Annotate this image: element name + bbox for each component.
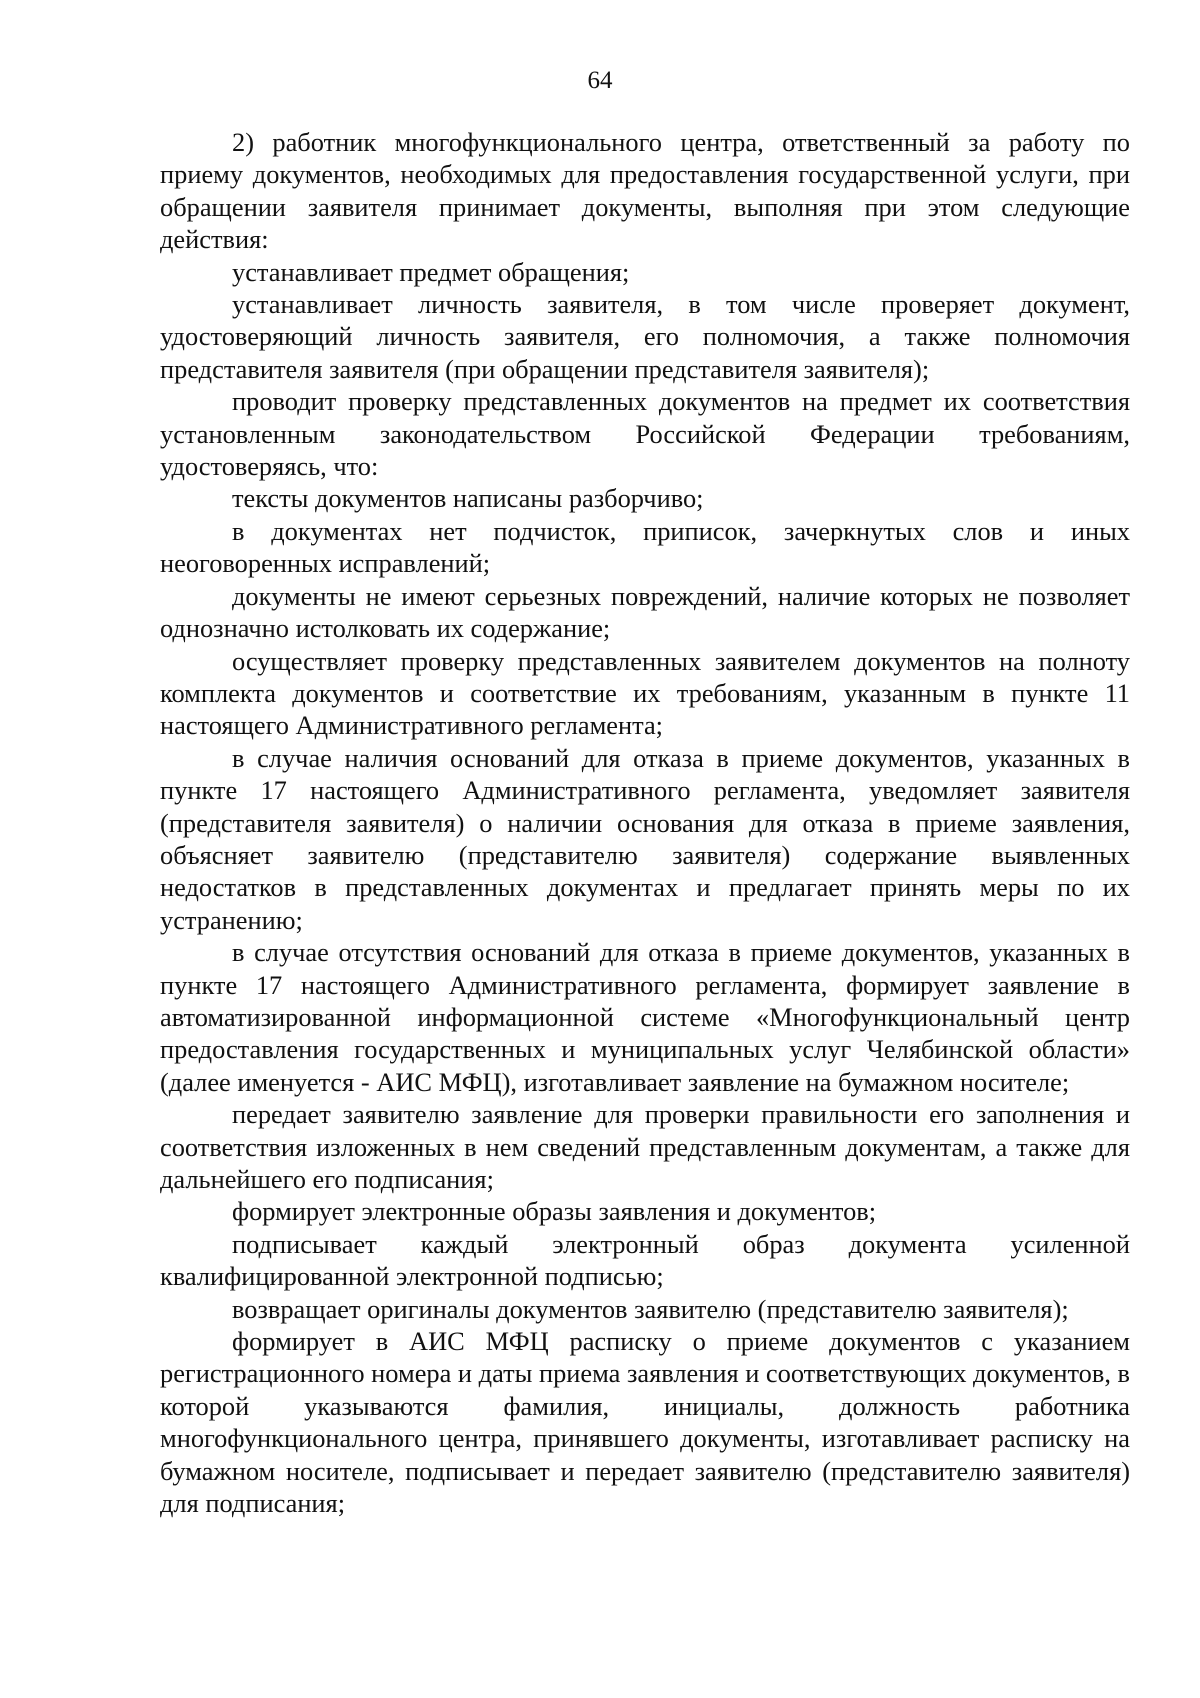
paragraph-receipt: формирует в АИС МФЦ расписку о приеме документов с указанием регистрационного номера и даты приема заявления и соответствующих документов, в которой указываются фамилия, инициалы, должность работника многофункционального центра, принявшего документы, изготавливает расписку на бумажном носителе, подписывает и передает заявителю (представителю заявителя) для подписания; bbox=[160, 1326, 1130, 1519]
paragraph-return-originals: возвращает оригиналы документов заявителю (представителю заявителя); bbox=[232, 1293, 1069, 1324]
paragraph-refusal-grounds: в случае наличия оснований для отказа в приеме документов, указанных в пункте 17 настоящего Административного регламента, уведомляет заявителя (представителя заявителя) о наличии основания для отказа в приеме заявления, объясняет заявителю (представителю заявителя) содержание выявленных недостатков в представленных документах и предлагает принять меры по их устранению; bbox=[160, 742, 1130, 935]
paragraph-legible: тексты документов написаны разборчиво; bbox=[232, 483, 704, 514]
paragraph-no-damage: документы не имеют серьезных повреждений, наличие которых не позволяет однозначно истолковать их содержание; bbox=[160, 580, 1130, 644]
paragraph-document-check: проводит проверку представленных документов на предмет их соответствия установленным законодательством Российской Федерации требованиям, удостоверяясь, что: bbox=[160, 386, 1130, 482]
paragraph-signature: подписывает каждый электронный образ документа усиленной квалифицированной электронной подписью; bbox=[160, 1228, 1130, 1292]
paragraph-handover: передает заявителю заявление для проверки правильности его заполнения и соответствия изложенных в нем сведений представленным документам, а также для дальнейшего его подписания; bbox=[160, 1099, 1130, 1194]
document-body bbox=[160, 126, 1130, 1519]
paragraph-employee-actions: 2) работник многофункционального центра, ответственный за работу по приему документов, необходимых для предоставления государственной услуги, при обращении заявителя принимает документы, выполняя при этом следующие действия: bbox=[160, 127, 1130, 255]
page-number: 64 bbox=[587, 67, 613, 94]
paragraph-identity: устанавливает личность заявителя, в том числе проверяет документ, удостоверяющий личность заявителя, его полномочия, а также полномочия представителя заявителя (при обращении представителя заявителя); bbox=[160, 289, 1130, 384]
paragraph-electronic-images: формирует электронные образы заявления и документов; bbox=[232, 1196, 877, 1227]
paragraph-subject: устанавливает предмет обращения; bbox=[232, 256, 630, 287]
paragraph-no-refusal: в случае отсутствия оснований для отказа в приеме документов, указанных в пункте 17 настоящего Административного регламента, формирует заявление в автоматизированной информационной системе «Многофункциональный центр предоставления государственных и муниципальных услуг Челябинской области» (далее именуется - АИС МФЦ), изготавливает заявление на бумажном носителе; bbox=[160, 937, 1130, 1097]
paragraph-completeness: осуществляет проверку представленных заявителем документов на полноту комплекта документов и соответствие их требованиям, указанным в пункте 11 настоящего Административного регламента; bbox=[160, 645, 1130, 741]
paragraph-no-erasures: в документах нет подчисток, приписок, зачеркнутых слов и иных неоговоренных исправлений; bbox=[160, 515, 1130, 579]
